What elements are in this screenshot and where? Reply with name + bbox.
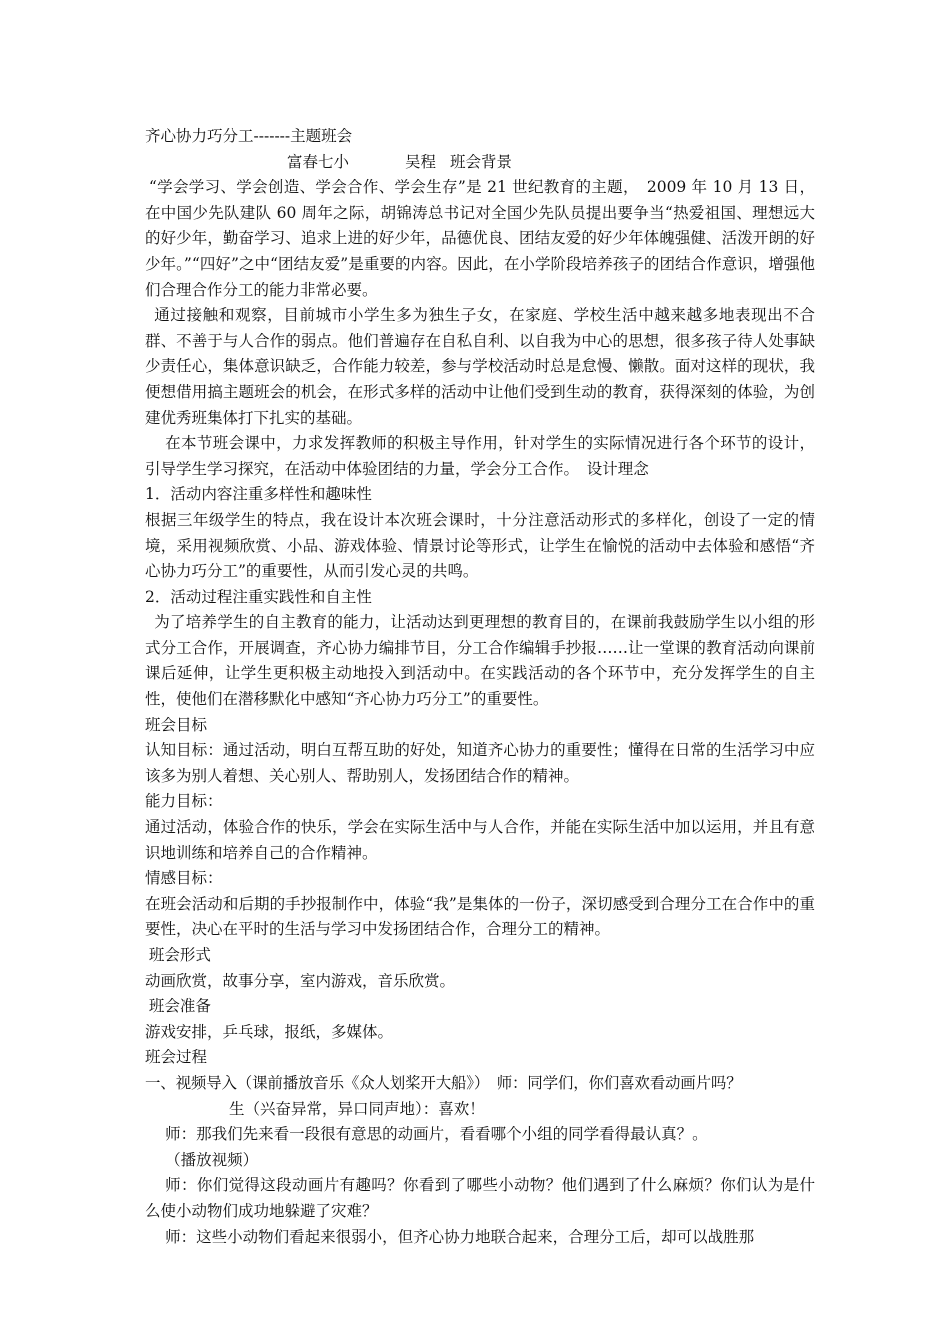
- goal-emotion: 在班会活动和后期的手抄报制作中，体验“我”是集体的一份子，深切感受到合理分工在合作中的重要性，决心在平时的生活与学习中发扬团结合作，合理分工的精神。: [145, 894, 815, 939]
- goal-ability: 通过活动，体验合作的快乐，学会在实际生活中与人合作，并能在实际生活中加以运用，并且有意识地训练和培养自己的合作精神。: [145, 818, 815, 862]
- goal-cognitive: 认知目标：通过活动，明白互帮互助的好处，知道齐心协力的重要性；懂得在日常的生活学习中应该多为别人着想、关心别人、帮助别人，发扬团结合作的精神。: [145, 741, 815, 785]
- teacher-line-1: 师：那我们先来看一段很有意思的动画片，看看哪个小组的同学看得最认真？。: [165, 1125, 708, 1144]
- form-heading: 班会形式: [148, 946, 211, 964]
- play-video-note: （播放视频）: [165, 1150, 259, 1169]
- design-paragraph-1: 根据三年级学生的特点，我在设计本次班会课时，十分注意活动形式的多样化，创设了一定的情境，采用视频欣赏、小品、游戏体验、情景讨论等形式，让学生在愉悦的活动中去体验和感悟“齐心协力巧分工”的重要性，从而引发心灵的共鸣。: [145, 510, 815, 581]
- design-heading-1: 1．活动内容注重多样性和趣味性: [145, 485, 372, 504]
- goal-ability-label: 能力目标：: [145, 792, 223, 811]
- prep-heading: 班会准备: [148, 997, 211, 1016]
- design-heading-2: 2．活动过程注重实践性和自主性: [145, 587, 372, 606]
- document-page: [145, 124, 815, 1250]
- goals-heading: 班会目标: [145, 715, 208, 734]
- background-paragraph-1: “学会学习、学会创造、学会合作、学会生存”是 21 世纪教育的主题， 2009 年 10 月 13 日，在中国少先队建队 60 周年之际，胡锦涛总书记对全国少先队员提出要争当“热爱祖国、理想远大的好少年，勤奋学习、追求上进的好少年，品德优良、团结友爱的好少年体魄强健、活泼开朗的好少年。”“四好”之中“团结友爱”是重要的内容。因此，在小学阶段培养孩子的团结合作意识，增强他们合理合作分工的能力非常必要。: [145, 178, 815, 299]
- background-paragraph-2: 通过接触和观察，目前城市小学生多为独生子女，在家庭、学校生活中越来越多地表现出不合群、不善于与人合作的弱点。他们普遍存在自私自利、以自我为中心的思想，很多孩子待人处事缺少责任心，集体意识缺乏，合作能力较差，参与学校活动时总是怠慢、懒散。面对这样的现状，我便想借用搞主题班会的机会，在形式多样的活动中让他们受到生动的教育，获得深刻的体验，为创建优秀班集体打下扎实的基础。: [145, 306, 815, 427]
- prep-content: 游戏安排，乒乓球，报纸，多媒体。: [145, 1022, 394, 1041]
- student-reply-1: 生（兴奋异常，异口同声地）：喜欢！: [229, 1099, 485, 1118]
- design-paragraph-2: 为了培养学生的自主教育的能力，让活动达到更理想的教育目的，在课前我鼓励学生以小组的形式分工合作，开展调查，齐心协力编排节目，分工合作编辑手抄报……让一堂课的教育活动向课前课后延伸，让学生更积极主动地投入到活动中。在实践活动的各个环节中，充分发挥学生的自主性，使他们在潜移默化中感知“齐心协力巧分工”的重要性。: [145, 613, 815, 709]
- section-heading-background: 班会背景: [450, 152, 513, 171]
- goal-emotion-label: 情感目标：: [145, 869, 223, 888]
- teacher-line-3: 师：这些小动物们看起来很弱小，但齐心协力地联合起来，合理分工后，却可以战胜那: [165, 1227, 755, 1246]
- process-heading: 班会过程: [145, 1048, 208, 1067]
- form-content: 动画欣赏，故事分享，室内游戏，音乐欣赏。: [145, 971, 456, 990]
- document-title: 齐心协力巧分工-------主题班会: [145, 127, 353, 145]
- author-name: 吴程: [405, 152, 437, 171]
- background-paragraph-3: 在本节班会课中，力求发挥教师的积极主导作用，针对学生的实际情况进行各个环节的设计，引导学生学习探究，在活动中体验团结的力量，学会分工合作。 设计理念: [145, 434, 815, 478]
- process-step-1: 一、视频导入（课前播放音乐《众人划桨开大船》） 师：同学们，你们喜欢看动画片吗？: [145, 1073, 742, 1092]
- document-subtitle: [145, 150, 815, 176]
- school-name: 富春七小: [287, 152, 350, 171]
- teacher-line-2: 师：你们觉得这段动画片有趣吗？你看到了哪些小动物？他们遇到了什么麻烦？你们认为是什么使小动物们成功地躲避了灾难？: [145, 1176, 815, 1220]
